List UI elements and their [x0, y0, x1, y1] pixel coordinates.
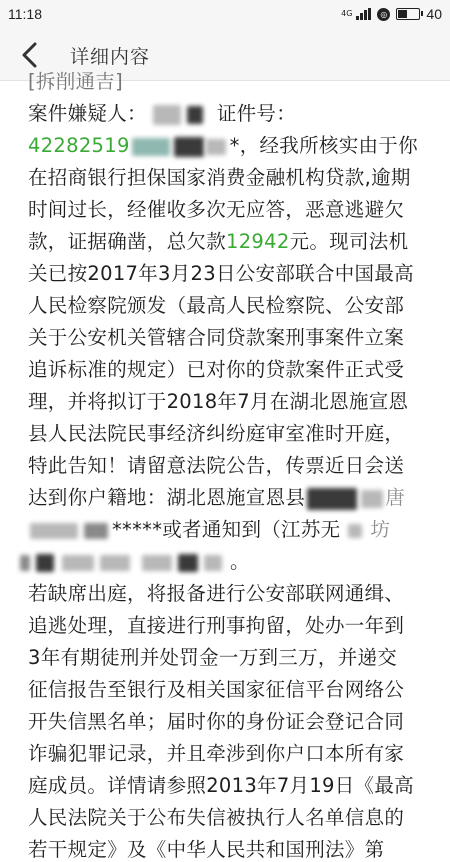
article-line [28, 422, 404, 446]
article-line [28, 518, 390, 542]
article-text: 特此告知！请留意法院公告，传票近日会送 [28, 454, 405, 477]
redacted-address [100, 555, 130, 571]
redacted-address [204, 555, 222, 571]
article-line [28, 294, 404, 318]
article-line [28, 774, 414, 798]
redacted-name [187, 106, 203, 124]
article-line [28, 390, 408, 414]
article-text: 追逃处理，直接进行刑事拘留，处办一年到 [28, 614, 405, 637]
article-text: 3年有期徒刑并处罚金一万到三万，并递交 [28, 646, 398, 669]
redacted-address [348, 524, 362, 538]
article-line [28, 198, 404, 222]
status-icons [341, 6, 442, 22]
article-text: 在招商银行担保国家消费金融机构贷款,逾期 [28, 166, 411, 189]
id-number: 42282519 [28, 134, 130, 157]
redacted-address [20, 555, 30, 571]
article-text: 庭成员。详情请参照2013年7月19日《最高 [28, 774, 414, 797]
article-line [28, 806, 404, 830]
hotspot-icon: ◎ [377, 8, 390, 21]
article-line [28, 326, 404, 350]
article-text: 款，证据确凿，总欠款 [28, 230, 227, 253]
article-line [28, 358, 404, 382]
article-text: 时间过长，经催收多次无应答，恶意逃避欠 [28, 198, 405, 221]
article-text: 县人民法院民事经济纠纷庭审室准时开庭， [28, 422, 405, 445]
article-line [28, 742, 404, 766]
redacted-address [142, 555, 172, 571]
article-text: 人民检察院颁发（最高人民检察院、公安部 [28, 294, 405, 317]
article-text: 关于公安机关管辖合同贷款案刑事案件立案 [28, 326, 405, 349]
redacted-address [307, 488, 357, 510]
status-time: 11:18 [8, 6, 42, 22]
redacted-id [174, 137, 204, 157]
article-text: 元。现司法机 [289, 230, 409, 253]
article-line [28, 838, 384, 862]
redacted-id [132, 138, 170, 156]
article-line [28, 70, 123, 94]
article-line [28, 230, 408, 254]
suspect-label: 案件嫌疑人： [28, 102, 147, 125]
article-text: 达到你户籍地：湖北恩施宣恩县 [28, 486, 306, 509]
article-line [28, 678, 404, 702]
article-text: *****或者通知到（江苏无 [112, 518, 341, 541]
article-line [28, 134, 418, 158]
article-line [28, 550, 250, 574]
battery-icon [396, 8, 420, 20]
article-line [28, 262, 414, 286]
article-line [28, 166, 411, 190]
page-title: 详细内容 [70, 46, 151, 68]
article-line [28, 710, 404, 734]
article-text: 若缺席出庭，将报备进行公安部联网通缉、 [28, 582, 405, 605]
redacted-address [84, 523, 108, 539]
redacted-address [361, 490, 383, 508]
article-text: 关已按2017年3月23日公安部联合中国最高 [28, 262, 414, 285]
redacted-address [30, 523, 78, 539]
article-line [28, 486, 405, 510]
article-text: 征信报告至银行及相关国家征信平台网络公 [28, 678, 405, 701]
battery-fill [398, 10, 407, 18]
article-text: 人民法院关于公布失信被执行人名单信息的 [28, 806, 405, 829]
redacted-name [153, 105, 181, 125]
article-body [0, 66, 450, 861]
article-line [28, 582, 404, 606]
article-text: 。 [230, 550, 250, 573]
redacted-address [36, 554, 54, 572]
article-text: [拆削通吉] [28, 70, 124, 93]
status-bar [0, 0, 450, 30]
article-line [28, 102, 296, 126]
article-text: 坊 [370, 518, 391, 541]
article-line [28, 454, 404, 478]
signal-icon [356, 8, 371, 20]
article-line [28, 646, 397, 670]
article-line [28, 614, 404, 638]
article-text: 理，并将拟订于2018年7月在湖北恩施宣恩 [28, 390, 409, 413]
article-text: 追诉标准的规定）已对你的贷款案件正式受 [28, 358, 405, 381]
redacted-id [206, 139, 226, 155]
network-type: 4G [341, 9, 353, 18]
redacted-address [178, 554, 198, 572]
article-text: 唐 [385, 486, 406, 509]
article-text: 诈骗犯罪记录，并且牵涉到你户口本所有家 [28, 742, 405, 765]
redacted-address [62, 555, 94, 571]
article-text: 开失信黑名单；届时你的身份证会登记合同 [28, 710, 405, 733]
debt-amount: 12942 [226, 230, 290, 253]
battery-percentage: 40 [426, 6, 442, 22]
article-text: 若干规定》及《中华人民共和国刑法》第 [28, 838, 385, 861]
id-label: 证件号： [216, 102, 297, 125]
article-text: *，经我所核实由于你 [229, 134, 418, 157]
